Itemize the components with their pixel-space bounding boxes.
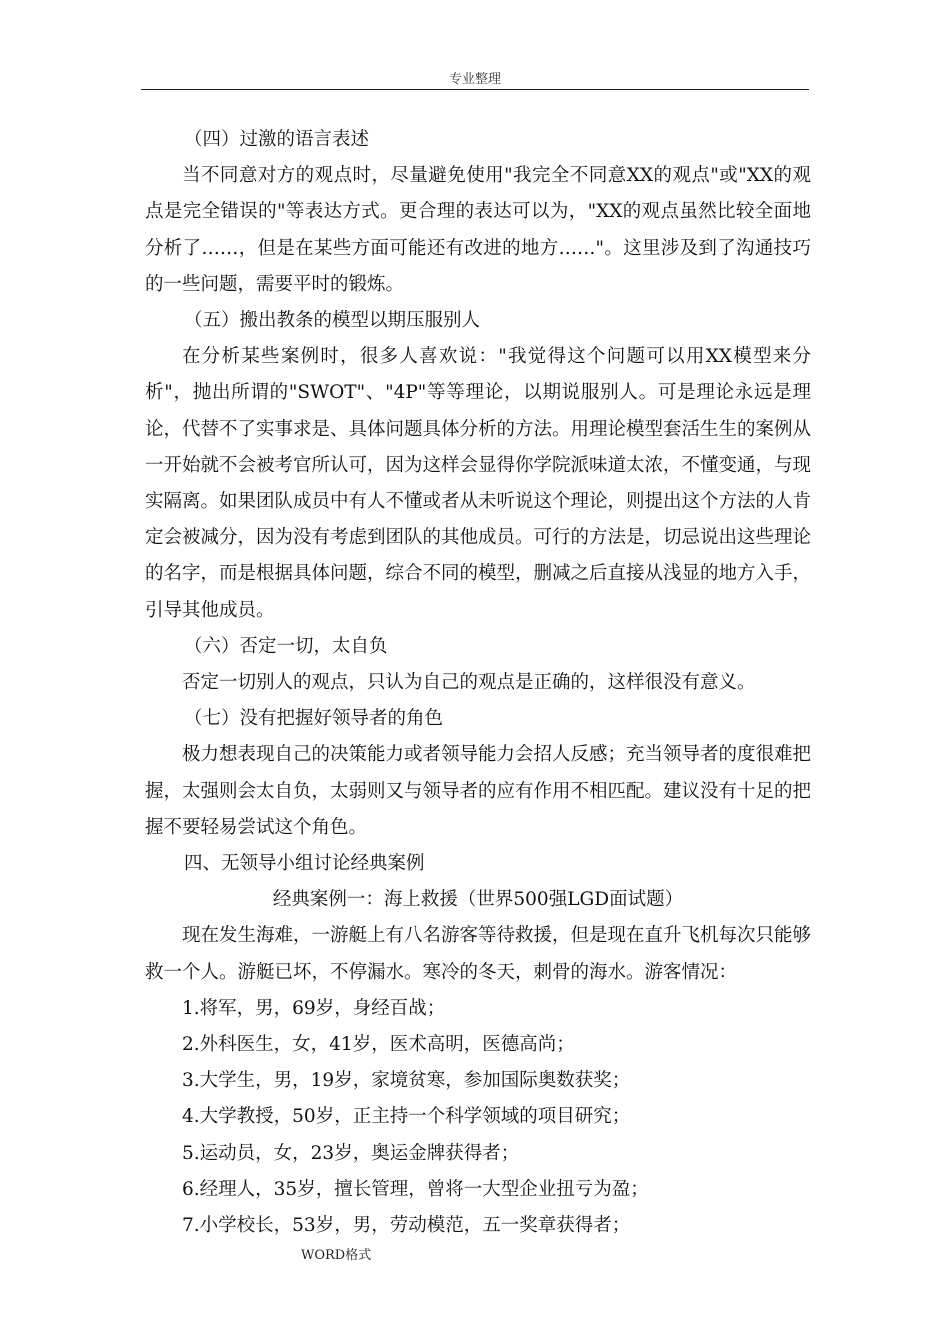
- part-heading-4: 四、无领导小组讨论经典案例: [184, 853, 425, 875]
- section-paragraph-5: 在分析某些案例时，很多人喜欢说："我觉得这个问题可以用XX模型来分析"，抛出所谓的"SWOT"、"4P"等等理论，以期说服别人。可是理论永远是理论，代替不了实事求是、具体问题具体分析的方法。用理论模型套活生生的案例从一开始就不会被考官所认可，因为这样会显得你学院派味道太浓，不懂变通，与现实隔离。如果团队成员中有人不懂或者从未听说这个理论，则提出这个方法的人肯定会被减分，因为没有考虑到团队的其他成员。可行的方法是，切忌说出这些理论的名字，而是根据具体问题，综合不同的模型，删减之后直接从浅显的地方入手，引导其他成员。: [145, 346, 812, 621]
- section-heading-6: （六）否定一切，太自负: [184, 635, 388, 657]
- page-footer: WORD格式: [301, 1248, 372, 1263]
- page-header: 专业整理: [141, 72, 809, 90]
- section-heading-7: （七）没有把握好领导者的角色: [184, 708, 444, 730]
- list-item: 6.经理人，35岁，擅长管理，曾将一大型企业扭亏为盈；: [182, 1178, 649, 1200]
- case-intro: 现在发生海难，一游艇上有八名游客等待救援，但是现在直升飞机每次只能够救一个人。游艇已坏，不停漏水。寒冷的冬天，刺骨的海水。游客情况：: [145, 925, 812, 983]
- list-item: 5.运动员，女，23岁，奥运金牌获得者；: [182, 1142, 520, 1164]
- list-item: 1.将军，男，69岁，身经百战；: [182, 997, 446, 1019]
- list-item: 3.大学生，男，19岁，家境贫寒，参加国际奥数获奖；: [182, 1070, 631, 1092]
- section-paragraph-7: 极力想表现自己的决策能力或者领导能力会招人反感；充当领导者的度很难把握，太强则会太自负，太弱则又与领导者的应有作用不相匹配。建议没有十足的把握不要轻易尝试这个角色。: [145, 744, 812, 838]
- document-body: [145, 122, 811, 1244]
- list-item: 4.大学教授，50岁，正主持一个科学领域的项目研究；: [182, 1106, 631, 1128]
- case-title: 经典案例一：海上救援（世界500强LGD面试题）: [272, 889, 684, 911]
- section-heading-5: （五）搬出教条的模型以期压服别人: [184, 310, 481, 332]
- list-item: 7.小学校长，53岁，男，劳动模范，五一奖章获得者；: [182, 1215, 631, 1237]
- section-paragraph-6: 否定一切别人的观点，只认为自己的观点是正确的，这样很没有意义。: [182, 672, 756, 694]
- list-item: 2.外科医生，女，41岁，医术高明，医德高尚；: [182, 1034, 575, 1056]
- section-paragraph-4: 当不同意对方的观点时，尽量避免使用"我完全不同意XX的观点"或"XX的观点是完全错误的"等表达方式。更合理的表达可以为，"XX的观点虽然比较全面地分析了……，但是在某些方面可能还有改进的地方……"。这里涉及到了沟通技巧的一些问题，需要平时的锻炼。: [145, 165, 811, 295]
- section-heading-4: （四）过激的语言表述: [184, 129, 370, 150]
